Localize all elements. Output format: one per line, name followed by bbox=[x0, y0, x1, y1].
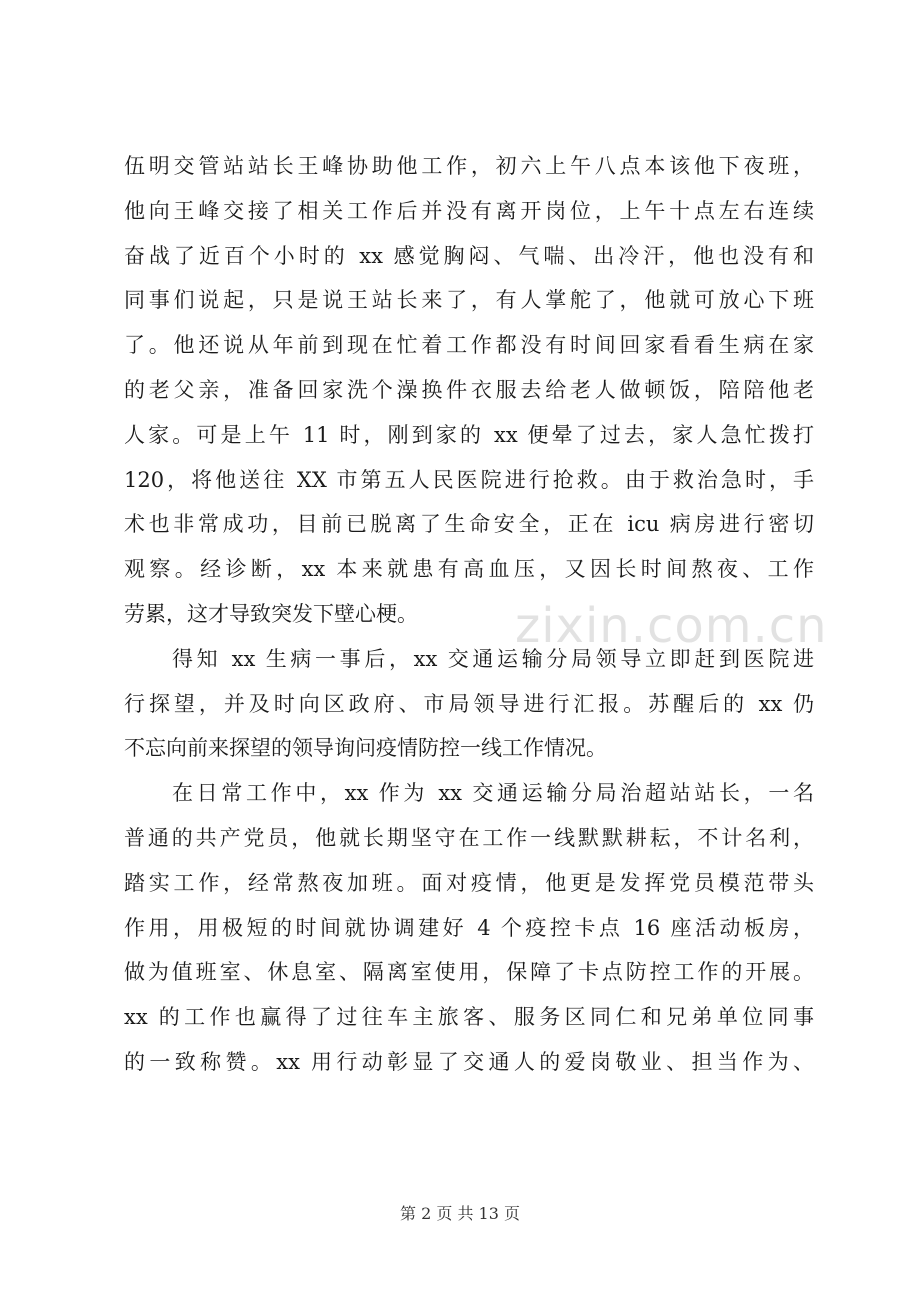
text-line: 的一致称赞。xx 用行动彰显了交通人的爱岗敬业、担当作为、 bbox=[124, 1049, 814, 1074]
page-number-label: 第 2 页 共 13 页 bbox=[400, 1204, 520, 1223]
text-line: 的老父亲，准备回家洗个澡换件衣服去给老人做顿饭，陪陪他老 bbox=[124, 377, 814, 402]
text-line: 做为值班室、休息室、隔离室使用，保障了卡点防控工作的开展。 bbox=[124, 960, 814, 985]
text-line: 人家。可是上午 11 时，刚到家的 xx 便晕了过去，家人急忙拨打 bbox=[124, 422, 814, 447]
text-line: 劳累，这才导致突发下壁心梗。 bbox=[124, 601, 418, 626]
text-line: 得知 xx 生病一事后，xx 交通运输分局领导立即赶到医院进 bbox=[172, 646, 814, 671]
text-line: 在日常工作中，xx 作为 xx 交通运输分局治超站站长，一名 bbox=[172, 781, 814, 806]
text-line: xx 的工作也赢得了过往车主旅客、服务区同仁和兄弟单位同事 bbox=[124, 1005, 814, 1030]
page-footer bbox=[0, 1201, 920, 1224]
document-body bbox=[124, 144, 814, 1085]
text-line: 踏实工作，经常熬夜加班。面对疫情，他更是发挥党员模范带头 bbox=[124, 870, 814, 895]
text-line: 同事们说起，只是说王站长来了，有人掌舵了，他就可放心下班 bbox=[124, 288, 814, 313]
text-line: 作用，用极短的时间就协调建好 4 个疫控卡点 16 座活动板房， bbox=[124, 915, 814, 940]
text-line: 不忘向前来探望的领导询问疫情防控一线工作情况。 bbox=[124, 736, 607, 761]
watermark: zixin.com.cn bbox=[515, 598, 828, 654]
text-line: 奋战了近百个小时的 xx 感觉胸闷、气喘、出冷汗，他也没有和 bbox=[124, 243, 814, 268]
text-line: 了。他还说从年前到现在忙着工作都没有时间回家看看生病在家 bbox=[124, 333, 814, 358]
text-line: 伍明交管站站长王峰协助他工作，初六上午八点本该他下夜班， bbox=[124, 154, 814, 178]
text-line: 120，将他送往 XX 市第五人民医院进行抢救。由于救治急时，手 bbox=[124, 467, 814, 492]
text-line: 他向王峰交接了相关工作后并没有离开岗位，上午十点左右连续 bbox=[124, 198, 814, 223]
text-line: 普通的共产党员，他就长期坚守在工作一线默默耕耘，不计名利， bbox=[124, 825, 814, 850]
text-line: 观察。经诊断，xx 本来就患有高血压，又因长时间熬夜、工作 bbox=[124, 557, 814, 582]
text-line: 术也非常成功，目前已脱离了生命安全，正在 icu 病房进行密切 bbox=[124, 512, 814, 537]
text-line: 行探望，并及时向区政府、市局领导进行汇报。苏醒后的 xx 仍 bbox=[124, 691, 814, 716]
